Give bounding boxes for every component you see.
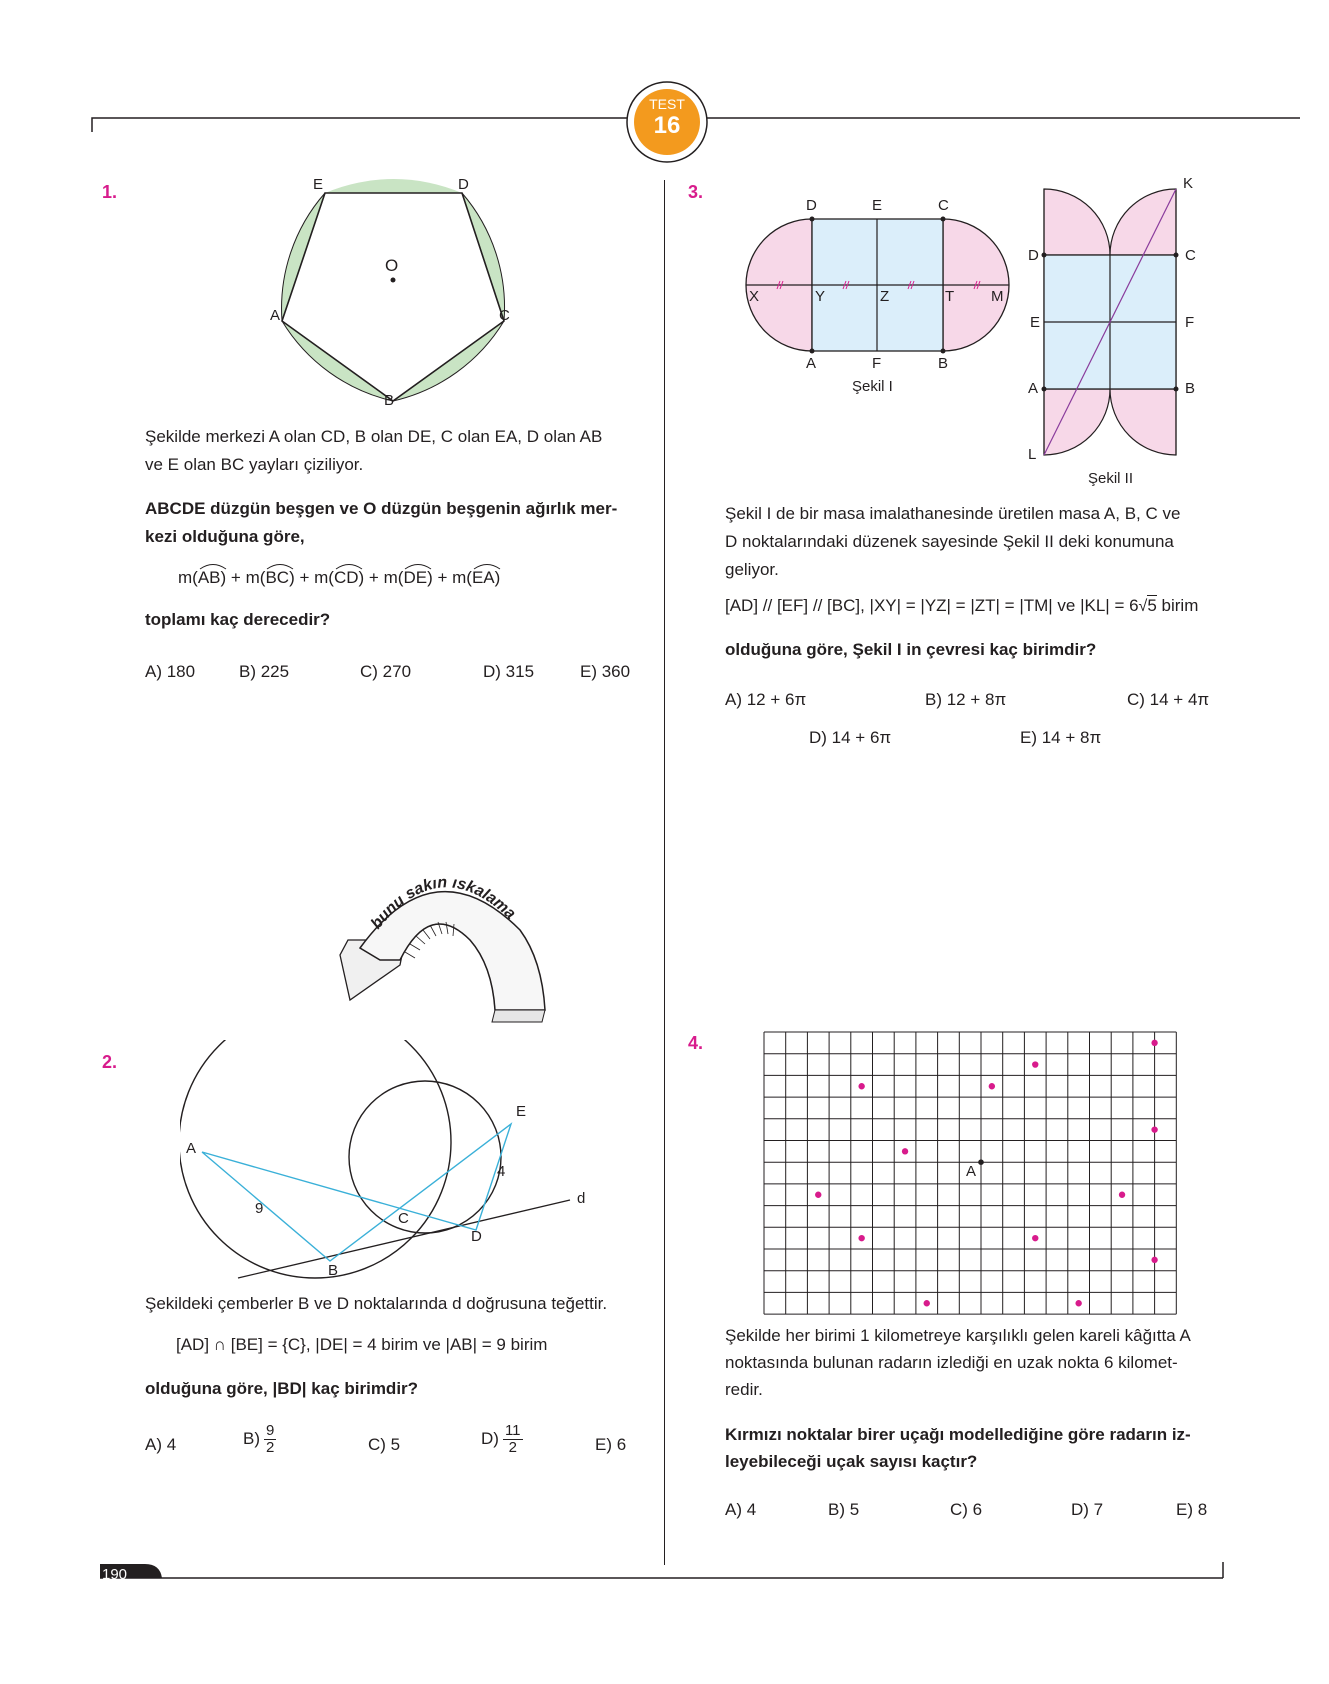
q2-label-d: D <box>471 1228 482 1245</box>
q1-arc-label-cd: CD <box>333 568 359 587</box>
q3-fig2-label-a: A <box>1028 380 1039 397</box>
q1-arc-label-ea: EA <box>471 568 495 587</box>
header-rule <box>0 0 1329 170</box>
q3-fig2-caption: Şekil II <box>1088 470 1134 487</box>
q1-number: 1. <box>102 182 118 202</box>
q3-text-line3: geliyor. <box>725 560 779 579</box>
q4-option-d[interactable]: D) 7 <box>1071 1500 1104 1519</box>
q3-fig1-caption: Şekil I <box>852 378 893 395</box>
q1-bold-line2: kezi olduğuna göre, <box>145 527 305 546</box>
q4-airplane-dot <box>902 1148 908 1154</box>
q1-label-b: B <box>384 392 395 409</box>
q2-cyan-segments <box>202 1124 511 1261</box>
q3-fig2-top-left-quarter <box>1044 189 1110 255</box>
q4-airplane-dot <box>1151 1040 1157 1046</box>
q3-fig2-bottom-right-quarter <box>1110 389 1176 455</box>
q3-fig1-label-z: Z <box>880 288 890 305</box>
q2-option-e[interactable]: E) 6 <box>595 1435 627 1454</box>
q1-pentagon-figure <box>260 170 520 410</box>
q1-text-line2: ve E olan BC yayları çiziliyor. <box>145 455 364 474</box>
q4-text-line3: redir. <box>725 1380 763 1399</box>
q3-fig2-label-f: F <box>1185 314 1195 331</box>
q4-label-a: A <box>966 1163 977 1180</box>
q1-option-b[interactable]: B) 225 <box>239 662 290 681</box>
q1-pentagon <box>282 193 504 401</box>
q1-arc-label-de: DE <box>403 568 428 587</box>
q2-given: [AD] ∩ [BE] = {C}, |DE| = 4 birim ve |AB| = 9 birim <box>176 1335 548 1354</box>
q2-text-line1: Şekildeki çemberler B ve D noktalarında d doğrusuna teğettir. <box>145 1294 608 1313</box>
q3-given: [AD] // [EF] // [BC], |XY| = |YZ| = |ZT| = |TM| ve |KL| = 6√5 birim <box>725 596 1199 615</box>
q3-fig1-label-m: M <box>991 288 1004 305</box>
q4-bold-line2: leyebileceği uçak sayısı kaçtır? <box>725 1452 978 1471</box>
q2-circles-figure <box>180 1040 610 1290</box>
q1-label-c: C <box>499 307 510 324</box>
q3-option-a[interactable]: A) 12 + 6π <box>725 690 807 709</box>
q1-option-e[interactable]: E) 360 <box>580 662 631 681</box>
q4-airplane-dot <box>1032 1235 1038 1241</box>
q2-question: olduğuna göre, |BD| kaç birimdir? <box>145 1379 419 1398</box>
q3-fig1-label-y: Y <box>815 288 826 305</box>
q3-fig2-label-e: E <box>1030 314 1041 331</box>
q3-fig2-bottom-left-quarter <box>1044 389 1110 455</box>
q3-fig2-top-right-quarter <box>1110 189 1176 255</box>
q4-bold-line1: Kırmızı noktalar birer uçağı modellediğine göre radarın iz- <box>725 1425 1191 1444</box>
q3-fig1-label-d: D <box>806 197 817 214</box>
test-label: TEST <box>649 96 685 112</box>
q2-option-a[interactable]: A) 4 <box>145 1435 177 1454</box>
q2-label-d-line: d <box>577 1190 586 1207</box>
q4-option-c[interactable]: C) 6 <box>950 1500 983 1519</box>
q1-label-d: D <box>458 176 469 193</box>
q1-arc-label-ab: AB <box>197 568 221 587</box>
q1-question: toplamı kaç derecedir? <box>145 610 331 629</box>
q4-airplane-dot <box>858 1083 864 1089</box>
q3-fig1-label-c: C <box>938 197 949 214</box>
q3-option-b[interactable]: B) 12 + 8π <box>925 690 1007 709</box>
q2-label-nine: 9 <box>255 1200 264 1217</box>
q3-fig1-label-a: A <box>806 355 817 372</box>
q2-small-circle <box>349 1081 501 1233</box>
q2-option-b[interactable]: B) $\frac{9}{2}$ <box>243 1422 275 1456</box>
q2-number: 2. <box>102 1052 118 1072</box>
q4-text-line1: Şekilde her birimi 1 kilometreye karşılıklı gelen kareli kâğıtta A <box>725 1326 1191 1345</box>
q3-fig2-label-d: D <box>1028 247 1039 264</box>
q4-airplane-dot <box>1032 1061 1038 1067</box>
page-number: 190 <box>102 1566 128 1583</box>
q3-fig2-label-k: K <box>1183 175 1194 192</box>
q3-fig1-label-e: E <box>872 197 883 214</box>
q3-fig1-label-x: X <box>749 288 760 305</box>
q3-fig1-label-b: B <box>938 355 949 372</box>
q3-option-d[interactable]: D) 14 + 6π <box>809 728 892 747</box>
sticker-arrow <box>320 860 560 1030</box>
q1-arc-ed <box>325 179 462 193</box>
column-divider <box>664 180 665 1565</box>
q3-fig2-label-c: C <box>1185 247 1196 264</box>
q2-label-four: 4 <box>497 1163 506 1180</box>
q4-option-a[interactable]: A) 4 <box>725 1500 757 1519</box>
q4-airplane-dot <box>1151 1257 1157 1263</box>
q3-figure-1 <box>740 215 1020 355</box>
q4-airplane-dot <box>1119 1192 1125 1198</box>
q4-airplane-dot <box>989 1083 995 1089</box>
q3-option-c[interactable]: C) 14 + 4π <box>1127 690 1210 709</box>
q3-fig2-label-l: L <box>1028 446 1037 463</box>
test-number: 16 <box>653 112 681 139</box>
q4-option-e[interactable]: E) 8 <box>1176 1500 1208 1519</box>
q3-text-line2: D noktalarındaki düzenek sayesinde Şekil II deki konumuna <box>725 532 1174 551</box>
q2-label-e: E <box>516 1103 527 1120</box>
q4-airplane-dot <box>924 1300 930 1306</box>
q1-option-a[interactable]: A) 180 <box>145 662 196 681</box>
q2-label-a: A <box>186 1140 197 1157</box>
q2-option-c[interactable]: C) 5 <box>368 1435 401 1454</box>
q1-arc-label-bc: BC <box>265 568 290 587</box>
q3-figure-2 <box>1040 185 1190 460</box>
q4-airplane-dot <box>1151 1126 1157 1132</box>
q3-fig1-label-t: T <box>945 288 955 305</box>
q4-text-line2: noktasında bulunan radarın izlediği en uzak nokta 6 kilomet- <box>725 1353 1178 1372</box>
q1-option-d[interactable]: D) 315 <box>483 662 535 681</box>
sticker-text: bunu sakın ıskalama <box>367 874 519 933</box>
q3-fig1-label-f: F <box>872 355 882 372</box>
q1-text-line1: Şekilde merkezi A olan CD, B olan DE, C olan EA, D olan AB <box>145 427 603 446</box>
q3-text-line1: Şekil I de bir masa imalathanesinde üretilen masa A, B, C ve <box>725 504 1181 523</box>
q2-label-c: C <box>398 1210 409 1227</box>
q3-option-e[interactable]: E) 14 + 8π <box>1020 728 1102 747</box>
q3-question: olduğuna göre, Şekil I in çevresi kaç birimdir? <box>725 640 1097 659</box>
q3-fig2-label-b: B <box>1185 380 1196 397</box>
q4-option-b[interactable]: B) 5 <box>828 1500 860 1519</box>
q2-option-d[interactable]: D) $\frac{11}{2}$ <box>481 1422 521 1456</box>
q1-label-e: E <box>313 176 324 193</box>
q4-airplane-dot <box>1075 1300 1081 1306</box>
q1-expression: m( AB) + m( BC) + m( CD) + m( DE) + m( EA) <box>178 568 500 588</box>
q3-number: 3. <box>688 182 704 202</box>
q1-label-a: A <box>270 307 281 324</box>
footer-rule <box>0 1550 1329 1590</box>
q4-airplane-dot <box>858 1235 864 1241</box>
q4-number: 4. <box>688 1033 704 1053</box>
q1-option-c[interactable]: C) 270 <box>360 662 412 681</box>
q1-center-point <box>391 278 396 283</box>
q4-radar-point <box>978 1159 984 1165</box>
q4-airplane-dot <box>815 1192 821 1198</box>
q1-bold-line1: ABCDE düzgün beşgen ve O düzgün beşgenin ağırlık mer- <box>145 499 618 518</box>
q2-big-circle <box>180 1040 451 1278</box>
q1-label-o: O <box>385 256 399 275</box>
q2-label-b: B <box>328 1262 339 1279</box>
